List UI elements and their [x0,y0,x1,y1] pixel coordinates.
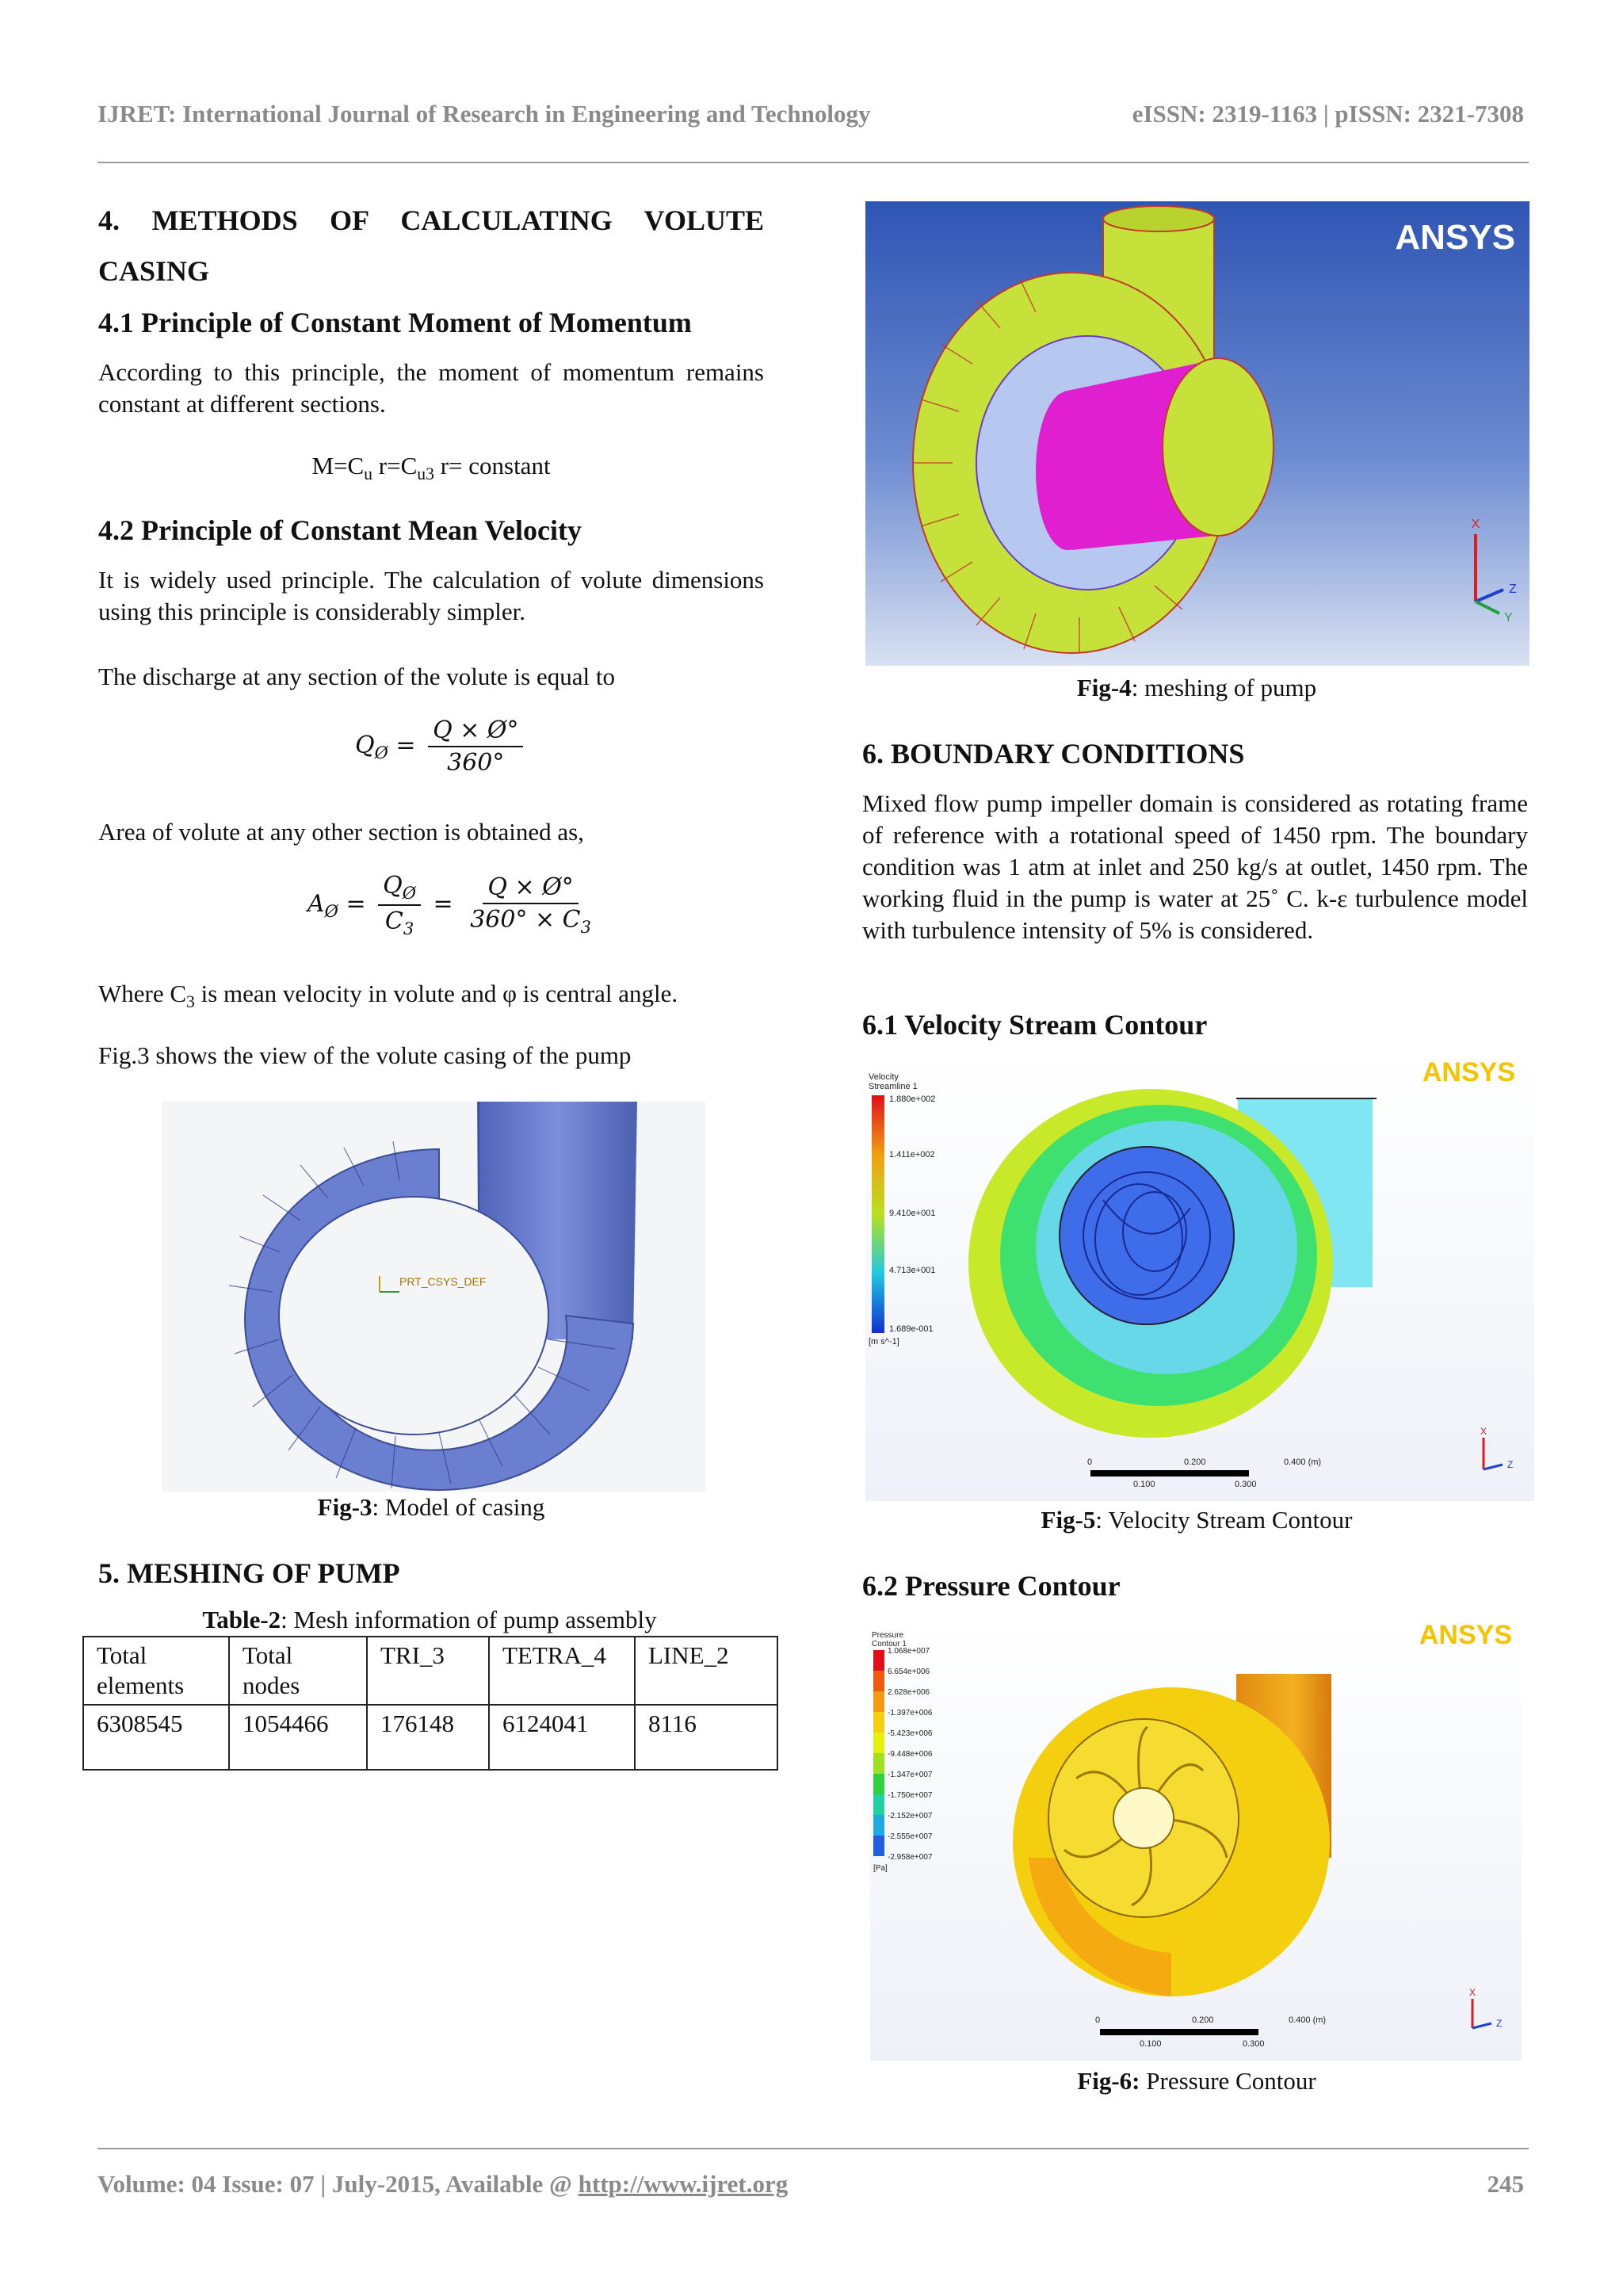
fig5-scale-label: 0 [1087,1457,1093,1467]
eq1-m: M=C [311,452,365,479]
fig6-legend-value: -1.397e+006 [888,1709,933,1717]
fig5-scale-label: 0.100 [1133,1480,1155,1489]
fig5-caption-label: Fig-5 [1041,1506,1096,1534]
fig5-caption [864,1506,1529,1534]
section-4-2-text: It is widely used principle. The calculation of volute dimensions using this principle is considerably simpler. [98,566,764,625]
eq3-num1-text: Q [383,872,403,900]
fig6-scale-label: 0 [1095,2015,1101,2025]
eq3-equals-1: = [346,890,374,918]
eq1-mid: r=C [372,452,418,479]
eq3-lhs: A [307,890,325,918]
fig6-caption-text: Pressure Contour [1140,2067,1316,2095]
eq3-num1-sub: Ø [402,884,416,903]
eq3-den2-text: 360° × C [470,906,581,934]
footer-url-link[interactable]: http://www.ijret.org [578,2170,789,2198]
velocity-drawing [865,1057,1534,1501]
footer-volume: Volume: 04 Issue: 07 | July-2015, Available @ [97,2170,579,2198]
fig4-mesh-image [865,201,1529,666]
table-cell: 6308545 [83,1705,229,1770]
table-header-cell: TRI_3 [367,1637,489,1705]
table-2-caption-text: : Mesh information of pump assembly [281,1606,657,1633]
eq3-num2: Q × Ø° [483,873,578,904]
fig5-legend-value: 9.410e+001 [889,1209,936,1218]
table-cell: 176148 [367,1705,489,1770]
eq1-sub-u: u [364,464,373,484]
fig6-legend-value: 6.654e+006 [888,1668,930,1676]
header-rule [97,162,1529,163]
eq2-denominator: 360° [447,749,505,777]
eq3-lhs-sub: Ø [324,902,338,921]
running-header [97,100,1524,135]
section-6-title: 6. BOUNDARY CONDITIONS [862,738,1245,770]
eq2-equals: = [395,732,424,759]
fig5-legend-unit: [m s^-1] [869,1337,899,1347]
table-header-cell: TETRA_4 [489,1637,635,1705]
fig4-caption [864,674,1529,702]
discharge-text: The discharge at any section of the volute is equal to [98,663,615,690]
eq1-end: r= constant [433,452,551,479]
footer-left [97,2170,788,2199]
fig6-axis-z: Z [1496,2018,1503,2029]
fig6-legend-swatches [873,1650,884,1856]
eq1-sub-u3: u3 [417,464,434,484]
fig6-scale-label: 0.300 [1243,2039,1265,2049]
fig6-legend-value: 1.068e+007 [888,1647,930,1656]
fig5-caption-text: : Velocity Stream Contour [1095,1506,1353,1534]
fig6-legend-value: -5.423e+006 [888,1729,933,1738]
eq2-numerator: Q × Ø° [428,716,523,747]
fig5-legend-title1: Velocity [869,1072,899,1082]
eq3-den2 [465,904,596,937]
fig6-legend-value: 2.628e+006 [888,1688,930,1697]
where-pre: Where C [98,980,187,1007]
where-sub: 3 [186,992,195,1012]
fig6-legend-value: -1.750e+007 [888,1791,933,1800]
where-post: is mean velocity in volute and φ is central angle. [194,980,678,1007]
fig5-legend-value: 1.411e+002 [889,1150,935,1159]
fig3-caption-label: Fig-3 [317,1493,372,1521]
footer-rule [97,2148,1529,2149]
casing-eye [279,1197,548,1435]
fig4-caption-text: : meshing of pump [1131,674,1317,701]
fig3-caption-text: : Model of casing [372,1493,545,1521]
mesh-drawing [865,201,1529,666]
fig4-caption-label: Fig-4 [1076,674,1132,701]
fig6-legend-value: -9.448e+006 [888,1750,933,1759]
fig5-legend-title2: Streamline 1 [869,1082,918,1091]
eq2-lhs-sub: Ø [374,743,388,762]
equation-moment [98,452,764,484]
fig4-axis-y: Y [1504,611,1513,625]
pressure-drawing [870,1620,1522,2061]
table-header-cell: Total elements [83,1637,229,1705]
casing-drawing [162,1102,705,1492]
fig6-axis-x: X [1469,1987,1476,1998]
section-4-title-line1: 4. METHODS OF CALCULATING VOLUTE [98,204,764,236]
fig4-axis-z: Z [1509,583,1517,596]
section-4-1-title: 4.1 Principle of Constant Moment of Momentum [98,307,692,338]
fig5-scale-label: 0.200 [1184,1457,1206,1467]
fig6-caption-label: Fig-6: [1077,2067,1140,2095]
fig6-legend-title2: Contour 1 [872,1640,907,1648]
eq3-equals-2: = [433,890,461,918]
section-4-title-line2: CASING [98,255,210,287]
table-2-caption [82,1606,777,1634]
fig6-pressure-image [870,1620,1522,2061]
fig5-scale-label: 0.400 (m) [1284,1457,1322,1467]
fig6-legend-title1: Pressure [872,1631,904,1640]
fig6-legend-value: -2.152e+007 [888,1812,933,1820]
eq3-den2-sub: 3 [580,918,591,937]
table-cell: 8116 [635,1705,777,1770]
issn: eISSN: 2319-1163 | pISSN: 2321-7308 [1132,100,1524,128]
fig5-legend-value: 4.713e+001 [889,1266,936,1275]
running-footer [97,2170,1524,2205]
fig6-legend-value: -2.958e+007 [888,1853,933,1862]
section-6-2-title: 6.2 Pressure Contour [862,1570,1121,1602]
area-text: Area of volute at any other section is obtained as, [98,818,584,846]
ansys-logo-fig5: ANSYS [1422,1057,1515,1087]
table-header-cell: Total nodes [229,1637,367,1705]
fig3-caption [98,1493,764,1522]
fig5-axis-x: X [1480,1426,1487,1437]
table-2-caption-label: Table-2 [202,1606,281,1633]
fig5-velocity-image [865,1057,1534,1501]
journal-title: IJRET: International Journal of Research in Engineering and Technology [97,100,871,128]
page-number: 245 [1487,2170,1524,2198]
eq3-den1 [380,906,418,938]
mesh-info-table [82,1636,778,1771]
fig5-scale-label: 0.300 [1235,1480,1257,1489]
fig6-scale-label: 0.400 (m) [1289,2015,1327,2025]
section-4-1-text: According to this principle, the moment of momentum remains constant at different sections. [98,358,764,418]
fig6-legend-value: -2.555e+007 [888,1832,933,1841]
eq3-den1-text: C [384,907,403,935]
fig6-caption [864,2067,1529,2095]
section-6-1-title: 6.1 Velocity Stream Contour [862,1009,1208,1041]
eq3-fraction-2 [465,873,596,937]
where-text [98,978,780,1018]
fig6-legend-value: -1.347e+007 [888,1771,933,1779]
fig6-scale-label: 0.100 [1140,2039,1162,2049]
velocity-impeller [1060,1147,1234,1324]
fig5-axis-z: Z [1507,1459,1514,1470]
fig6-scale-label: 0.200 [1192,2015,1214,2025]
fig3-intro: Fig.3 shows the view of the volute casing of the pump [98,1041,632,1069]
section-5-title: 5. MESHING OF PUMP [98,1557,400,1589]
table-cell: 6124041 [489,1705,635,1770]
table-header-cell: LINE_2 [635,1637,777,1705]
eq3-den1-sub: 3 [403,919,414,938]
fig6-legend-unit: [Pa] [873,1864,888,1873]
ansys-logo: ANSYS [1395,218,1515,257]
eq3-num1 [378,872,421,906]
table-row [83,1705,777,1770]
fig3-casing-image [162,1102,705,1492]
section-6-text: Mixed flow pump impeller domain is considered as rotating frame of reference with a rotational speed of 1450 rpm. The boundary condition was 1 atm at inlet and 250 kg/s at outlet, 1450 rpm. The working fluid in the pump is water at 25˚ C. k-ε turbulence model with turbulence intensity of 5% is considered. [862,789,1528,944]
eq2-fraction [428,716,523,777]
eq3-fraction-1 [378,872,421,938]
equation-area [307,872,601,938]
table-cell: 1054466 [229,1705,367,1770]
table-header-row [83,1637,777,1705]
fig5-legend-value: 1.689e-001 [889,1324,934,1334]
section-4-title [98,195,764,296]
fig5-legend-value: 1.880e+002 [889,1095,936,1104]
ansys-logo-fig6: ANSYS [1419,1620,1512,1650]
eq2-lhs: Q [355,732,375,759]
fig5-legend-bar [872,1095,884,1333]
csys-label: PRT_CSYS_DEF [399,1275,487,1288]
fig4-axis-x: X [1471,518,1480,531]
section-4-2-title: 4.2 Principle of Constant Mean Velocity [98,514,582,546]
equation-discharge [355,716,528,777]
